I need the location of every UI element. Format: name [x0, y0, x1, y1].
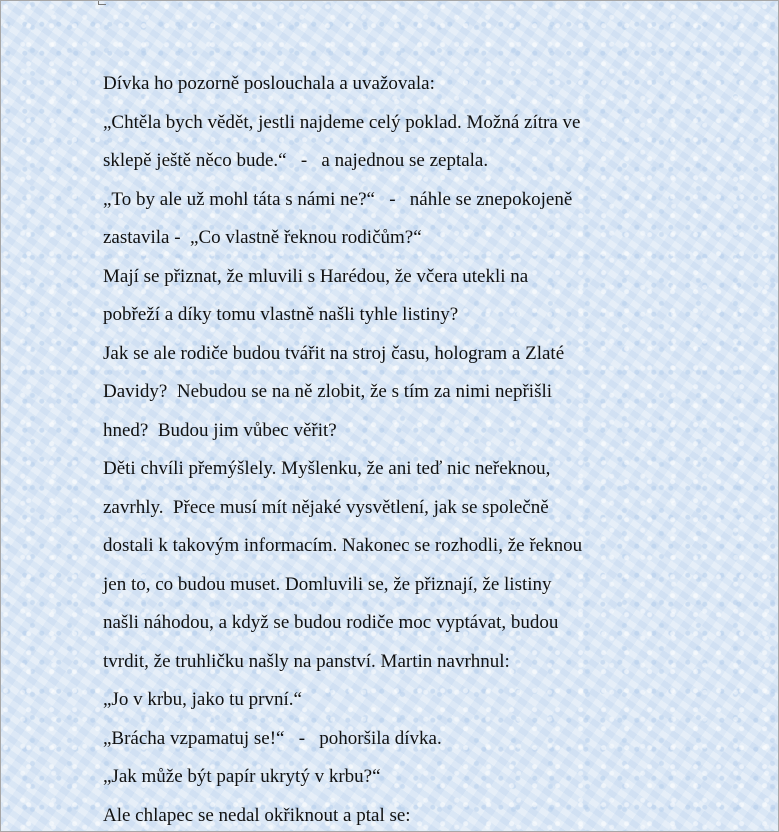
text-line: Ale chlapec se nedal okřiknout a ptal se:: [103, 804, 411, 826]
text-line: pobřeží a díky tomu vlastně našli tyhle listiny?: [103, 304, 459, 325]
text-line: jen to, co budou muset. Domluvili se, že přiznají, že listiny: [103, 573, 552, 595]
text-line: Děti chvíli přemýšlely. Myšlenku, že ani teď nic neřeknou,: [103, 458, 551, 479]
text-line: Davidy? Nebudou se na ně zlobit, že s tím za nimi nepřišli: [103, 381, 553, 402]
text-line: „To by ale už mohl táta s námi ne?“ - náhle se znepokojeně: [103, 188, 573, 210]
text-line: zavrhly. Přece musí mít nějaké vysvětlení, jak se společně: [103, 496, 549, 518]
text-line: „Jak může být papír ukrytý v krbu?“: [103, 766, 381, 787]
document-body: [103, 65, 723, 832]
text-line: zastavila - „Co vlastně řeknou rodičům?“: [103, 227, 422, 248]
text-line: našli náhodou, a když se budou rodiče moc vyptávat, budou: [103, 612, 559, 633]
text-line: „Chtěla bych vědět, jestli najdeme celý poklad. Možná zítra ve: [103, 111, 581, 133]
text-line: Jak se ale rodiče budou tvářit na stroj času, hologram a Zlaté: [103, 342, 565, 364]
text-line: tvrdit, že truhličku našly na panství. Martin navrhnul:: [103, 650, 510, 672]
text-line: dostali k takovým informacím. Nakonec se rozhodli, že řeknou: [103, 535, 583, 556]
text-line: Mají se přiznat, že mluvili s Harédou, že včera utekli na: [103, 265, 529, 287]
text-line: „Jo v krbu, jako tu první.“: [103, 689, 302, 710]
text-line: „Brácha vzpamatuj se!“ - pohoršila dívka.: [103, 727, 442, 749]
text-line: sklepě ještě něco bude.“ - a najednou se zeptala.: [103, 150, 489, 171]
text-line: hned? Budou jim vůbec věřit?: [103, 419, 337, 441]
text-line: Dívka ho pozorně poslouchala a uvažovala:: [103, 73, 435, 94]
text-boundary-mark: [98, 1, 106, 5]
